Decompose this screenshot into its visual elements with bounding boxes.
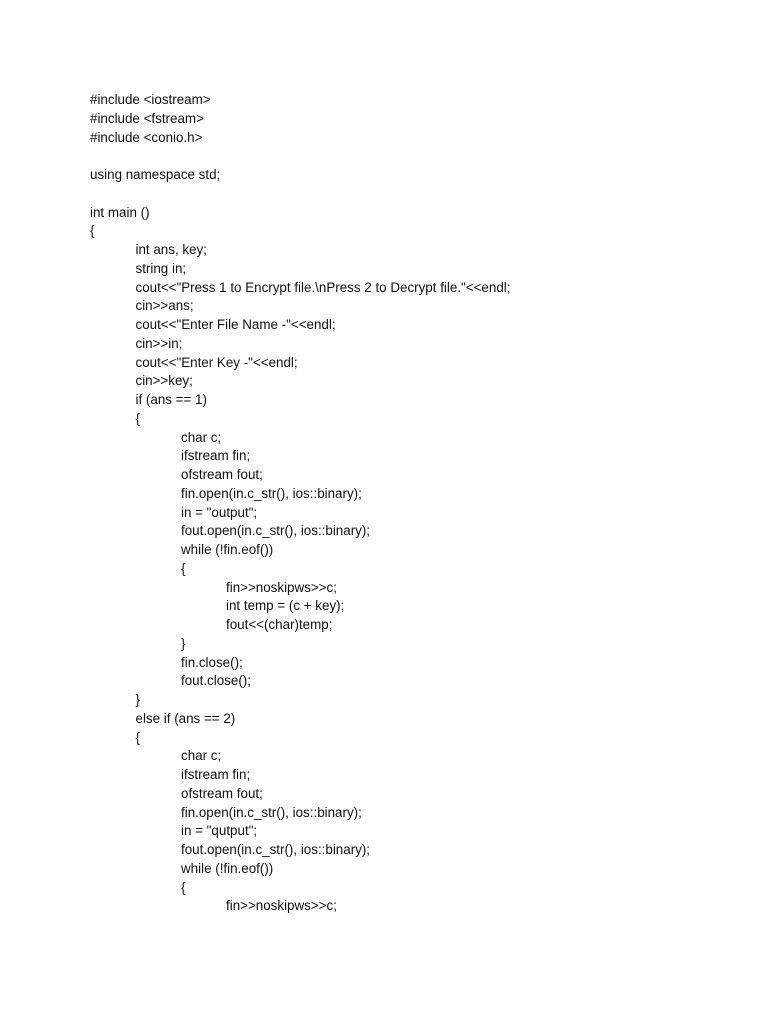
code-line: fout.open(in.c_str(), ios::binary); [181,842,371,857]
code-line: cin>>in; [135,335,183,351]
code-line: char c; [181,429,222,445]
code-line: { [181,879,186,895]
code-line: cin>>key; [135,373,193,389]
code-line: ofstream fout; [181,785,263,801]
code-line: { [135,729,140,745]
code-line: fin>>noskipws>>c; [226,579,337,595]
code-line: ifstream fin; [181,448,251,464]
code-line: } [135,692,140,707]
code-line: cout<<"Enter File Name -"<<endl; [135,317,336,332]
code-line: #include <fstream> [90,110,204,126]
code-line: fin.open(in.c_str(), ios::binary); [181,485,362,501]
code-line: using namespace std; [90,167,221,182]
code-line: if (ans == 1) [135,392,207,407]
code-line: fin.open(in.c_str(), ios::binary); [181,804,362,820]
code-line: #include <conio.h> [90,129,203,145]
code-line: char c; [181,748,222,764]
code-line: cout<<"Press 1 to Encrypt file.\nPress 2 to Decrypt file."<<endl; [135,279,511,295]
code-line: in = "qutput"; [181,823,258,839]
code-line: in = "output"; [181,504,258,520]
code-line: { [135,410,140,426]
code-line: int main () [90,204,150,220]
code-line: int ans, key; [135,242,207,257]
code-line: else if (ans == 2) [135,710,236,726]
code-line: fout<<(char)temp; [226,617,333,632]
code-line: string in; [135,260,187,276]
code-line: while (!fin.eof()) [181,542,274,557]
code-line: while (!fin.eof()) [181,860,274,876]
code-line: cin>>ans; [135,298,194,314]
code-line [90,185,510,204]
code-line: fin>>noskipws>>c; [226,898,337,914]
code-line: ofstream fout; [181,467,263,482]
code-line: int temp = (c + key); [226,598,345,614]
code-line: #include <iostream> [90,92,211,107]
code-line: { [90,223,95,239]
code-line: } [181,635,186,651]
code-line [90,147,510,166]
code-line: fout.open(in.c_str(), ios::binary); [181,523,371,539]
code-line: { [181,560,186,576]
code-listing [90,91,510,916]
code-line: cout<<"Enter Key -"<<endl; [135,354,298,370]
code-line: fin.close(); [181,654,243,670]
code-line: ifstream fin; [181,767,251,782]
code-line: fout.close(); [181,673,251,689]
